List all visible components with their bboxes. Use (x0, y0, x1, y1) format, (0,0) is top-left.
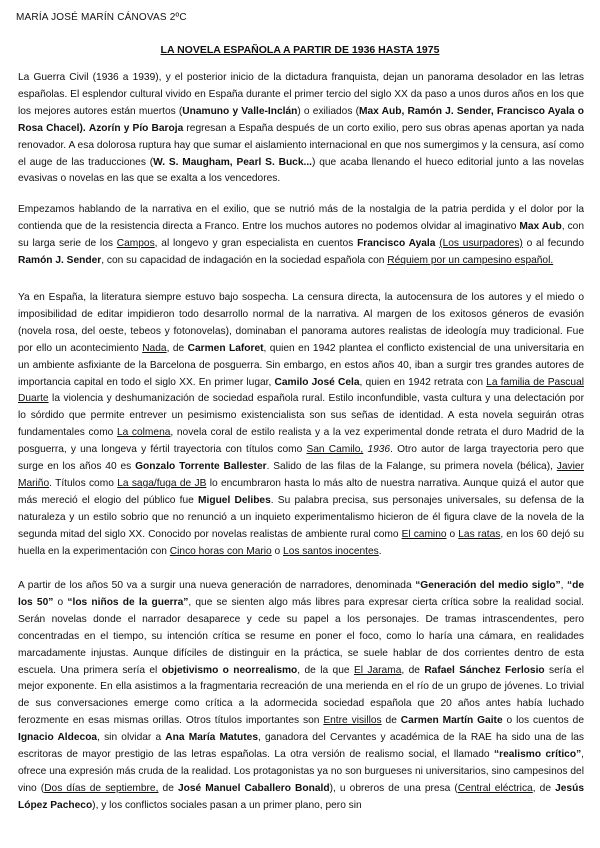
underlined-title: La saga/fuga de JB (117, 477, 207, 489)
paragraph-intro: La Guerra Civil (1936 a 1939), y el posterior inicio de la dictadura franquista, dejan un panorama desolador en las letras españolas. El esplendor cultural vivido en España durante el primer tercio del siglo XX da paso a unos duros años en los que los mejores autores están muertos (Unamuno y Valle-Inclán) o exiliados (Max Aub, Ramón J. Sender, Francisco Ayala o Rosa Chacel). Azorín y Pío Baroja regresan a España después de un corto exilio, pero sus obras apenas aportan ya nada renovador. A esa dolorosa ruptura hay que sumar el aislamiento internacional en que nos sumergimos y la censura, así como el auge de las traducciones (W. S. Maugham, Pearl S. Buck...) que acaba llenando el hueco editorial junto a las novelas evasivas o novelas en las que se exalta a los vencedores. (18, 72, 584, 185)
bold-text: Francisco Ayala (357, 237, 436, 249)
bold-text: Unamuno y Valle-Inclán (182, 105, 298, 117)
bold-text: Max Aub, Ramón J. Sender, Francisco Ayala o Rosa Chacel). (18, 105, 584, 134)
bold-text: Jesús López Pacheco (18, 782, 584, 811)
underlined-title: Las ratas (458, 528, 501, 540)
underlined-title: San Camilo, (306, 444, 364, 456)
underlined-title: Entre visillos (323, 715, 382, 727)
underlined-title: Central eléctrica (457, 782, 533, 794)
italic-text: 1936 (367, 444, 391, 456)
underlined-title: (Los usurpadores) (439, 237, 523, 249)
bold-text: Carmen Laforet (187, 342, 264, 354)
bold-text: José Manuel Caballero Bonald (177, 782, 330, 794)
underlined-title: Nada (142, 342, 167, 354)
bold-text: Ignacio Aldecoa (18, 732, 98, 744)
bold-text: W. S. Maugham, Pearl S. Buck... (153, 156, 313, 168)
bold-text: Ramón J. Sender (18, 254, 102, 266)
underlined-title: El Jarama (353, 664, 402, 676)
bold-text: “los niños de la guerra” (67, 596, 189, 608)
underlined-title: Cinco horas con Mario (169, 545, 272, 557)
paragraph-generation-50: A partir de los años 50 va a surgir una nueva generación de narradores, denominada “Generación del medio siglo”, “de los 50” o “los niños de la guerra”, que se sienten algo más libres para expresar cierta crítica sobre la realidad social. Serán novelas donde el narrador desaparece y cede su papel a los personajes. De tramas intrascendentes, pero concentradas en el tiempo, su intención crítica se resume en poner el foco, como lo haría una cámara, en realidades marcadamente injustas. Aunque difíciles de distinguir en la práctica, se suele hablar de dos corrientes dentro de esta escuela. Una primera sería el objetivismo o neorrealismo, de la que El Jarama, de Rafael Sánchez Ferlosio sería el mejor exponente. En ella asistimos a la fragmentaria recreación de una merienda en el río de un grupo de jóvenes. Lo trivial de sus conversaciones emerge como crítica a la adormecida sociedad española que 20 años antes había luchado ferozmente en esas mismas orillas. Otros títulos importantes son Entre visillos de Carmen Martín Gaite o los cuentos de Ignacio Aldecoa, sin olvidar a Ana María Matutes, ganadora del Cervantes y académica de la RAE ha sido una de las escritoras de mayor prestigio de las letras españolas. La otra versión de realismo social, el llamado “realismo crítico”, ofrece una expresión más cruda de la realidad. Los protagonistas ya no son burgueses ni universitarios, sino campesinos del vino (Dos días de septiembre, de José Manuel Caballero Bonald), u obreros de una presa (Central eléctrica, de Jesús López Pacheco), y los conflictos sociales pasan a un primer plano, pero sin (18, 580, 585, 811)
underlined-title: Dos días de septiembre, (44, 782, 159, 794)
author-line: MARÍA JOSÉ MARÍN CÁNOVAS 2ºC (16, 12, 187, 23)
bold-text: Max Aub (519, 220, 562, 232)
bold-text: Azorín y Pío Baroja (88, 122, 184, 134)
bold-text: Rafael Sánchez Ferlosio (424, 664, 545, 676)
underlined-title: La familia de Pascual Duarte (18, 376, 584, 405)
bold-text: Camilo José Cela (274, 376, 360, 388)
bold-text: objetivismo o neorrealismo (161, 664, 298, 676)
paragraph-spain: Ya en España, la literatura siempre estuvo bajo sospecha. La censura directa, la autocensura de los autores y el miedo o imposibilidad de editar impidieron todo desarrollo normal de la narrativa. Al margen de los exitosos géneros de evasión (novela rosa, del oeste, tebeos y fotonovelas), dominaban el panorama autores realistas de ideología muy tradicional. Fue por ello un acontecimiento Nada, de Carmen Laforet, quien en 1942 plantea el conflicto existencial de una universitaria en un ambiente asfixiante de la Barcelona de posguerra. Sin embargo, en estos años 40, iban a surgir tres grandes autores de importancia capital en todo el siglo XX. En primer lugar, Camilo José Cela, quien en 1942 retrata con La familia de Pascual Duarte la violencia y deshumanización de sociedad española rural. Estilo inconfundible, vasta cultura y una delectación por lo sórdido que permite entrever un pesimismo existencialista son sus señas de identidad. A esta novela seguirán otras fundamentales como La colmena, novela coral de estilo realista y a la vez experimental donde retrata el duro Madrid de la posguerra, y una longeva y fértil trayectoria con títulos como San Camilo, 1936. Otro autor de larga trayectoria pero que surge en los años 40 es Gonzalo Torrente Ballester. Salido de las filas de la Falange, su primera novela (bélica), Javier Mariño. Títulos como La saga/fuga de JB lo encumbraron hasta lo más alto de nuestra narrativa. Aunque quizá el autor que más mereció el elogio del público fue Miguel Delibes. Su palabra precisa, sus personajes universales, su defensa de la naturaleza y un estilo sobrio que no renunció a un inquieto experimentalismo hicieron de él figura clave de la novela de la segunda mitad del siglo XX. Conocido por novelas realistas de ambiente rural como El camino o Las ratas, en los 60 dejó su huella en la experimentación con Cinco horas con Mario o Los santos inocentes. (18, 292, 585, 557)
bold-text: Ana María Matutes (165, 732, 258, 744)
bold-text: “Generación del medio siglo” (415, 580, 561, 591)
underlined-title: La colmena (116, 427, 171, 439)
paragraph-exile: Empezamos hablando de la narrativa en el exilio, que se nutrió más de la nostalgia de la patria perdida y el dolor por la contienda que de la resistencia directa a Franco. Entre los muchos autores no podemos olvidar al imaginativo Max Aub, con su larga serie de los Campos, al longevo y gran especialista en cuentos Francisco Ayala (Los usurpadores) o al fecundo Ramón J. Sender, con su capacidad de indagación en la sociedad española con Réquiem por un campesino español. (18, 204, 585, 266)
bold-text: Miguel Delibes (198, 494, 271, 506)
bold-text: “de los 50” (18, 580, 584, 608)
document-title: LA NOVELA ESPAÑOLA A PARTIR DE 1936 HASTA 1975 (160, 44, 440, 56)
underlined-title: Réquiem por un campesino español. (387, 254, 554, 266)
bold-text: Gonzalo Torrente Ballester (135, 461, 267, 473)
underlined-title: Javier Mariño (18, 461, 584, 489)
underlined-title: Los santos inocentes (283, 545, 379, 557)
bold-text: “realismo crítico” (494, 749, 582, 761)
underlined-title: Campos (116, 237, 155, 249)
bold-text: Carmen Martín Gaite (400, 715, 503, 727)
underlined-title: El camino (401, 528, 447, 540)
